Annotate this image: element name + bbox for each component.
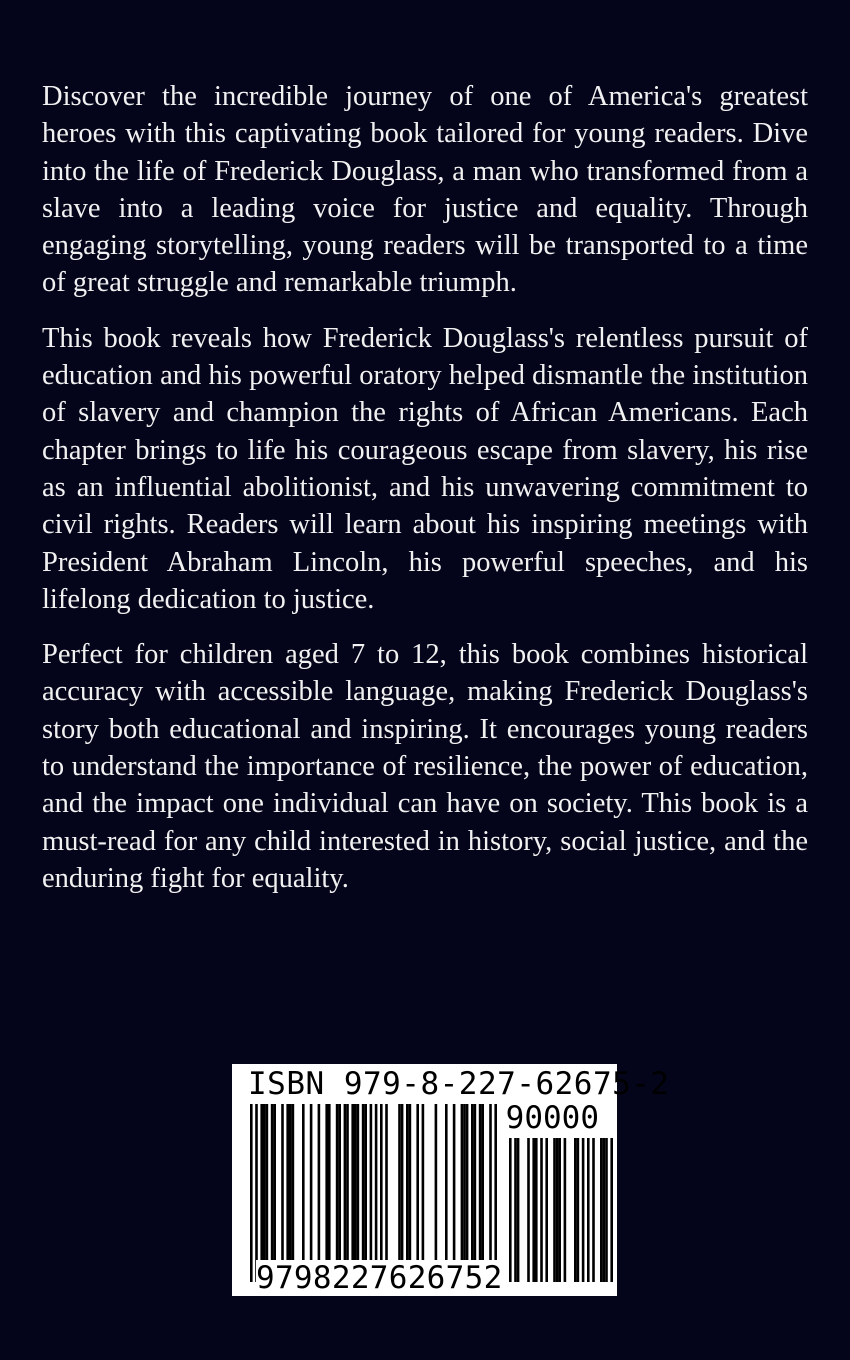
addon-bar: [545, 1138, 548, 1282]
barcode-bar: [385, 1104, 388, 1260]
addon-bar: [592, 1138, 595, 1282]
barcode-bar: [406, 1104, 409, 1260]
blurb-paragraph-2: This book reveals how Frederick Douglass's relentless pursuit of education and his powerful oratory helped dismantle the institution of slavery and champion the rights of African Americans. Each chapter brings to life his courageous escape from slavery, his rise as an influential abolitionist, and his unwavering commitment to civil rights. Readers will learn about his inspiring meetings with President Abraham Lincoln, his powerful speeches, and his lifelong dedication to justice.: [42, 322, 808, 615]
blurb-paragraph-3: Perfect for children aged 7 to 12, this book combines historical accuracy with accessible language, making Frederick Douglass's story both educational and inspiring. It encourages young readers to understand the importance of resilience, the power of education, and the impact one individual can have on society. This book is a must-read for any child interested in history, social justice, and the enduring fight for equality.: [42, 639, 808, 894]
barcode-bar: [310, 1104, 313, 1260]
addon-bar: [577, 1138, 580, 1282]
barcode-bar: [435, 1104, 438, 1260]
barcode-bar: [481, 1104, 484, 1260]
addon-bar: [605, 1138, 608, 1282]
barcode-bar: [380, 1104, 383, 1260]
barcode-bar: [328, 1104, 331, 1260]
barcode-bar: [346, 1104, 349, 1260]
barcode-bar: [338, 1104, 341, 1260]
barcode-bar: [260, 1104, 263, 1260]
isbn-barcode: [232, 1064, 670, 1296]
addon-bar: [553, 1138, 556, 1282]
barcode-bar: [250, 1104, 253, 1282]
barcode-bar: [325, 1104, 328, 1260]
back-cover-blurb: [42, 78, 808, 915]
price-code: 90000: [505, 1100, 599, 1136]
barcode-bar: [445, 1104, 448, 1260]
barcode-bar: [409, 1104, 412, 1260]
barcode-bar: [255, 1104, 258, 1282]
barcode-bar: [354, 1104, 357, 1260]
barcode-bar: [286, 1104, 289, 1260]
barcode-bar: [479, 1104, 482, 1260]
barcode-bar: [289, 1104, 292, 1260]
barcode-bar: [362, 1104, 365, 1260]
barcode-bar: [471, 1104, 474, 1260]
barcode-bar: [375, 1104, 378, 1282]
addon-bar: [532, 1138, 535, 1282]
barcode-bar: [357, 1104, 360, 1260]
barcode-bar: [266, 1104, 269, 1260]
isbn-label: ISBN 979-8-227-62675-2: [248, 1066, 670, 1102]
addon-bar: [556, 1138, 559, 1282]
barcode-bar: [401, 1104, 404, 1260]
ean-digits: 9798227626752: [256, 1260, 503, 1296]
addon-bar: [610, 1138, 613, 1282]
barcode-bar: [398, 1104, 401, 1260]
barcode-bar: [416, 1104, 419, 1260]
addon-bar: [527, 1138, 530, 1282]
addon-bar: [603, 1138, 606, 1282]
barcode-bar: [263, 1104, 266, 1260]
barcode-bar: [453, 1104, 456, 1260]
barcode-bar: [318, 1104, 321, 1260]
addon-bar: [540, 1138, 543, 1282]
barcode-bar: [461, 1104, 464, 1260]
barcode-bar: [273, 1104, 276, 1260]
barcode-bar: [344, 1104, 347, 1260]
blurb-paragraph-1: Discover the incredible journey of one of America's greatest heroes with this captivating book tailored for young readers. Dive into the life of Frederick Douglass, a man who transformed from a slave into a leading voice for justice and equality. Through engaging storytelling, young readers will be transported to a time of great struggle and remarkable triumph.: [42, 81, 808, 299]
addon-bar: [509, 1138, 512, 1282]
barcode-bar: [463, 1104, 466, 1260]
barcode-bar: [422, 1104, 425, 1260]
barcode-bar: [364, 1104, 367, 1260]
barcode-bar: [489, 1104, 492, 1282]
barcode-bar: [351, 1104, 354, 1260]
addon-bar: [514, 1138, 517, 1282]
addon-bar: [535, 1138, 538, 1282]
barcode-bar: [474, 1104, 477, 1260]
addon-bar: [564, 1138, 567, 1282]
addon-bar: [587, 1138, 590, 1282]
addon-bar: [558, 1138, 561, 1282]
barcode-bar: [494, 1104, 497, 1282]
barcode-bar: [281, 1104, 284, 1260]
addon-bar: [517, 1138, 520, 1282]
addon-bar: [582, 1138, 585, 1282]
addon-bar: [574, 1138, 577, 1282]
barcode-bar: [370, 1104, 373, 1282]
barcode-bar: [466, 1104, 469, 1260]
addon-bar: [600, 1138, 603, 1282]
barcode-bar: [336, 1104, 339, 1260]
barcode-bar: [302, 1104, 305, 1260]
barcode-bar: [292, 1104, 295, 1260]
barcode-bar: [271, 1104, 274, 1260]
